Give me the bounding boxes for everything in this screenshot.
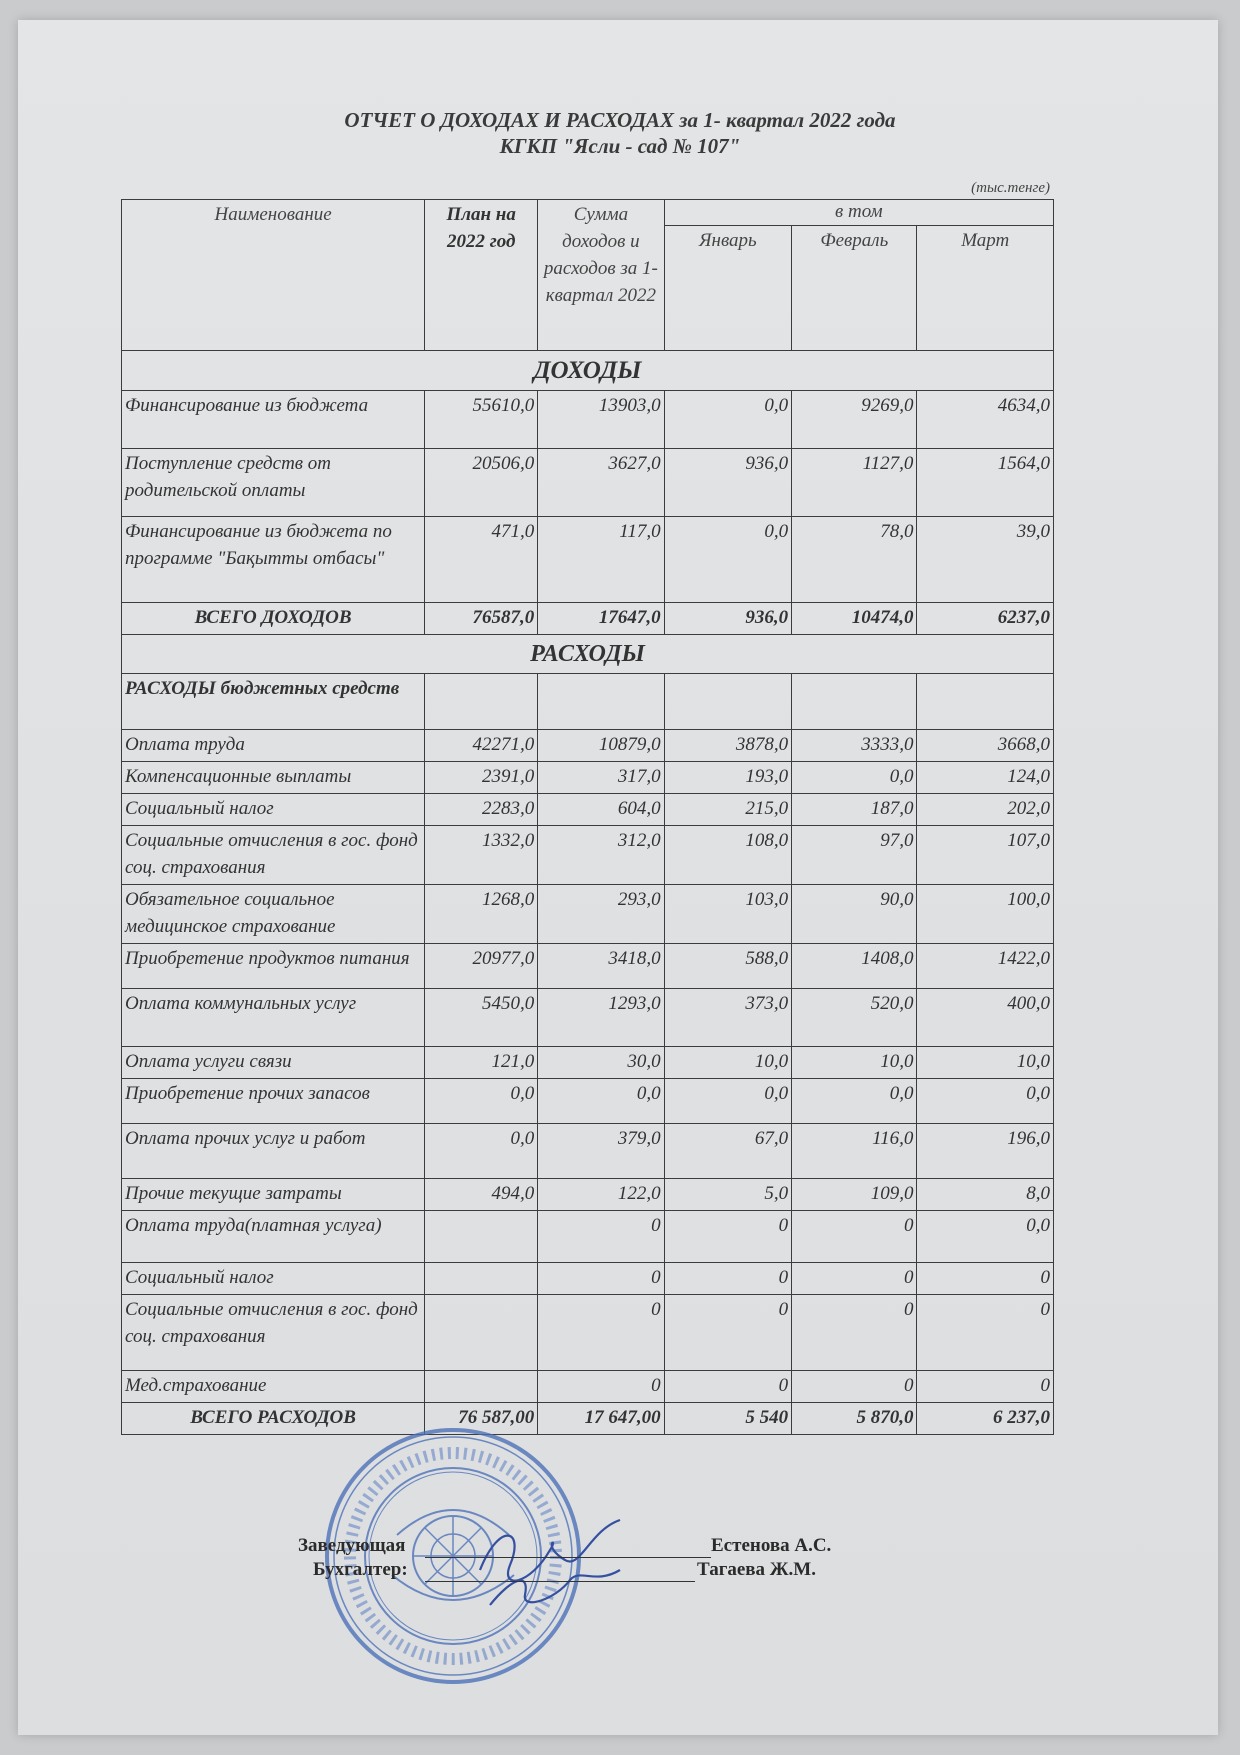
cell-sum: 13903,0	[538, 391, 664, 449]
income-row	[122, 391, 1054, 449]
cell-feb: 0	[792, 1295, 917, 1371]
cell-sum: 30,0	[538, 1047, 664, 1079]
row-name: Оплата услуги связи	[122, 1047, 425, 1079]
cell-jan: 5 540	[664, 1403, 792, 1435]
row-name: Поступление средств от родительской оплаты	[122, 449, 425, 517]
expense-row	[122, 989, 1054, 1047]
cell-jan: 0,0	[664, 391, 792, 449]
cell-feb: 0,0	[792, 762, 917, 794]
income-row	[122, 517, 1054, 603]
cell-feb: 9269,0	[792, 391, 917, 449]
row-name: ВСЕГО ДОХОДОВ	[122, 603, 425, 635]
cell-sum: 317,0	[538, 762, 664, 794]
header-february: Февраль	[792, 225, 917, 350]
expense-row	[122, 762, 1054, 794]
expense-row	[122, 730, 1054, 762]
cell-sum: 17647,0	[538, 603, 664, 635]
cell-jan: 215,0	[664, 794, 792, 826]
cell-feb: 116,0	[792, 1124, 917, 1179]
cell-mar: 10,0	[917, 1047, 1054, 1079]
cell-sum: 117,0	[538, 517, 664, 603]
row-name: Социальный налог	[122, 1263, 425, 1295]
cell-mar: 400,0	[917, 989, 1054, 1047]
cell-mar: 0,0	[917, 1079, 1054, 1124]
cell-feb: 0	[792, 1371, 917, 1403]
cell-feb: 5 870,0	[792, 1403, 917, 1435]
cell-feb: 10,0	[792, 1047, 917, 1079]
expense-rows	[122, 730, 1054, 1403]
cell-mar: 100,0	[917, 885, 1054, 944]
cell-jan: 103,0	[664, 885, 792, 944]
row-name: Оплата труда(платная услуга)	[122, 1211, 425, 1263]
row-name: Приобретение прочих запасов	[122, 1079, 425, 1124]
expense-row	[122, 1211, 1054, 1263]
cell-jan: 0	[664, 1295, 792, 1371]
expense-row	[122, 944, 1054, 989]
header-sum: Сумма доходов и расходов за 1- квартал 2022	[538, 200, 664, 351]
row-name: Компенсационные выплаты	[122, 762, 425, 794]
cell-sum: 293,0	[538, 885, 664, 944]
cell-mar: 1564,0	[917, 449, 1054, 517]
header-plan: План на 2022 год	[425, 200, 538, 351]
cell-plan: 76587,0	[425, 603, 538, 635]
head-title: Заведующая	[298, 1535, 406, 1556]
cell-mar: 3668,0	[917, 730, 1054, 762]
expense-row	[122, 1295, 1054, 1371]
cell-jan: 5,0	[664, 1179, 792, 1211]
cell-feb: 3333,0	[792, 730, 917, 762]
row-name: Финансирование из бюджета по программе "Бақытты отбасы"	[122, 517, 425, 603]
cell-mar: 202,0	[917, 794, 1054, 826]
cell-plan: 1332,0	[425, 826, 538, 885]
cell-plan: 76 587,00	[425, 1403, 538, 1435]
income-row	[122, 449, 1054, 517]
cell-feb: 10474,0	[792, 603, 917, 635]
header-january: Январь	[664, 225, 792, 350]
cell-plan	[425, 1263, 538, 1295]
cell-mar: 0,0	[917, 1211, 1054, 1263]
row-name: ВСЕГО РАСХОДОВ	[122, 1403, 425, 1435]
cell-mar: 0	[917, 1263, 1054, 1295]
cell-plan: 0,0	[425, 1079, 538, 1124]
cell-jan: 3878,0	[664, 730, 792, 762]
cell-plan: 55610,0	[425, 391, 538, 449]
cell-jan: 373,0	[664, 989, 792, 1047]
cell-mar: 39,0	[917, 517, 1054, 603]
cell-sum: 10879,0	[538, 730, 664, 762]
cell-sum: 0	[538, 1263, 664, 1295]
cell-sum: 3627,0	[538, 449, 664, 517]
expense-row	[122, 885, 1054, 944]
expense-row	[122, 1124, 1054, 1179]
cell-jan: 10,0	[664, 1047, 792, 1079]
accountant-name: Тагаева Ж.М.	[697, 1559, 816, 1580]
cell-jan: 67,0	[664, 1124, 792, 1179]
cell-feb: 109,0	[792, 1179, 917, 1211]
expense-row	[122, 1263, 1054, 1295]
cell-feb: 0,0	[792, 1079, 917, 1124]
cell-sum: 0	[538, 1211, 664, 1263]
cell-feb: 0	[792, 1263, 917, 1295]
expense-row	[122, 1179, 1054, 1211]
head-name: Естенова А.С.	[711, 1535, 832, 1556]
cell-plan: 2283,0	[425, 794, 538, 826]
report-title: ОТЧЕТ О ДОХОДАХ И РАСХОДАХ за 1- квартал 2022 года	[344, 108, 896, 132]
income-section-title: ДОХОДЫ	[122, 350, 1054, 391]
row-name: Социальные отчисления в гос. фонд соц. страхования	[122, 826, 425, 885]
cell-plan: 20506,0	[425, 449, 538, 517]
cell-plan: 20977,0	[425, 944, 538, 989]
cell-feb: 97,0	[792, 826, 917, 885]
accountant-title: Бухгалтер:	[313, 1559, 408, 1580]
cell-mar: 124,0	[917, 762, 1054, 794]
cell-mar: 0	[917, 1295, 1054, 1371]
cell-plan: 1268,0	[425, 885, 538, 944]
expense-section-title: РАСХОДЫ	[122, 635, 1054, 674]
cell-jan: 0,0	[664, 1079, 792, 1124]
cell-mar: 4634,0	[917, 391, 1054, 449]
income-total-row	[122, 603, 1054, 635]
cell-mar: 6 237,0	[917, 1403, 1054, 1435]
cell-sum: 17 647,00	[538, 1403, 664, 1435]
cell-sum: 312,0	[538, 826, 664, 885]
cell-feb: 90,0	[792, 885, 917, 944]
cell-jan: 0	[664, 1211, 792, 1263]
cell-mar: 196,0	[917, 1124, 1054, 1179]
expense-row	[122, 1371, 1054, 1403]
cell-plan: 471,0	[425, 517, 538, 603]
cell-sum: 1293,0	[538, 989, 664, 1047]
header-march: Март	[917, 225, 1054, 350]
report-table	[121, 199, 1054, 1435]
expense-row	[122, 794, 1054, 826]
cell-jan: 0,0	[664, 517, 792, 603]
accountant-signature-line	[425, 1581, 695, 1582]
unit-label: (тыс.тенге)	[971, 180, 1050, 196]
expense-row	[122, 1047, 1054, 1079]
handwritten-signature	[470, 1510, 630, 1620]
cell-feb: 78,0	[792, 517, 917, 603]
row-name: Финансирование из бюджета	[122, 391, 425, 449]
cell-plan	[425, 1211, 538, 1263]
income-rows	[122, 391, 1054, 603]
cell-plan: 0,0	[425, 1124, 538, 1179]
expense-total-row	[122, 1403, 1054, 1435]
expense-section-row	[122, 635, 1054, 674]
cell-plan: 5450,0	[425, 989, 538, 1047]
header-group: в том	[664, 200, 1053, 226]
cell-jan: 108,0	[664, 826, 792, 885]
cell-mar: 107,0	[917, 826, 1054, 885]
cell-mar: 8,0	[917, 1179, 1054, 1211]
head-signature-line	[425, 1557, 711, 1558]
cell-mar: 1422,0	[917, 944, 1054, 989]
cell-sum: 0	[538, 1371, 664, 1403]
row-name: Оплата труда	[122, 730, 425, 762]
cell-sum: 0,0	[538, 1079, 664, 1124]
cell-plan	[425, 1295, 538, 1371]
header-row	[122, 200, 1054, 226]
row-name: Социальный налог	[122, 794, 425, 826]
cell-plan: 2391,0	[425, 762, 538, 794]
cell-jan: 0	[664, 1371, 792, 1403]
expense-subtitle-row	[122, 674, 1054, 730]
row-name: Приобретение продуктов питания	[122, 944, 425, 989]
cell-feb: 1127,0	[792, 449, 917, 517]
cell-feb: 520,0	[792, 989, 917, 1047]
cell-feb: 1408,0	[792, 944, 917, 989]
cell-jan: 936,0	[664, 603, 792, 635]
income-section-row	[122, 350, 1054, 391]
organization-name: КГКП "Ясли - сад № 107"	[499, 134, 741, 158]
cell-sum: 3418,0	[538, 944, 664, 989]
cell-sum: 0	[538, 1295, 664, 1371]
cell-sum: 604,0	[538, 794, 664, 826]
expense-row	[122, 1079, 1054, 1124]
cell-sum: 379,0	[538, 1124, 664, 1179]
cell-plan: 494,0	[425, 1179, 538, 1211]
cell-jan: 588,0	[664, 944, 792, 989]
cell-plan	[425, 1371, 538, 1403]
row-name: Социальные отчисления в гос. фонд соц. страхования	[122, 1295, 425, 1371]
cell-feb: 187,0	[792, 794, 917, 826]
cell-plan: 42271,0	[425, 730, 538, 762]
row-name: Оплата прочих услуг и работ	[122, 1124, 425, 1179]
cell-plan: 121,0	[425, 1047, 538, 1079]
cell-mar: 0	[917, 1371, 1054, 1403]
cell-feb: 0	[792, 1211, 917, 1263]
cell-sum: 122,0	[538, 1179, 664, 1211]
row-name: Обязательное социальное медицинское страхование	[122, 885, 425, 944]
row-name: Прочие текущие затраты	[122, 1179, 425, 1211]
cell-mar: 6237,0	[917, 603, 1054, 635]
row-name: Мед.страхование	[122, 1371, 425, 1403]
expense-subtitle: РАСХОДЫ бюджетных средств	[122, 674, 425, 730]
cell-jan: 936,0	[664, 449, 792, 517]
cell-jan: 0	[664, 1263, 792, 1295]
header-name: Наименование	[122, 200, 425, 351]
expense-row	[122, 826, 1054, 885]
row-name: Оплата коммунальных услуг	[122, 989, 425, 1047]
cell-jan: 193,0	[664, 762, 792, 794]
